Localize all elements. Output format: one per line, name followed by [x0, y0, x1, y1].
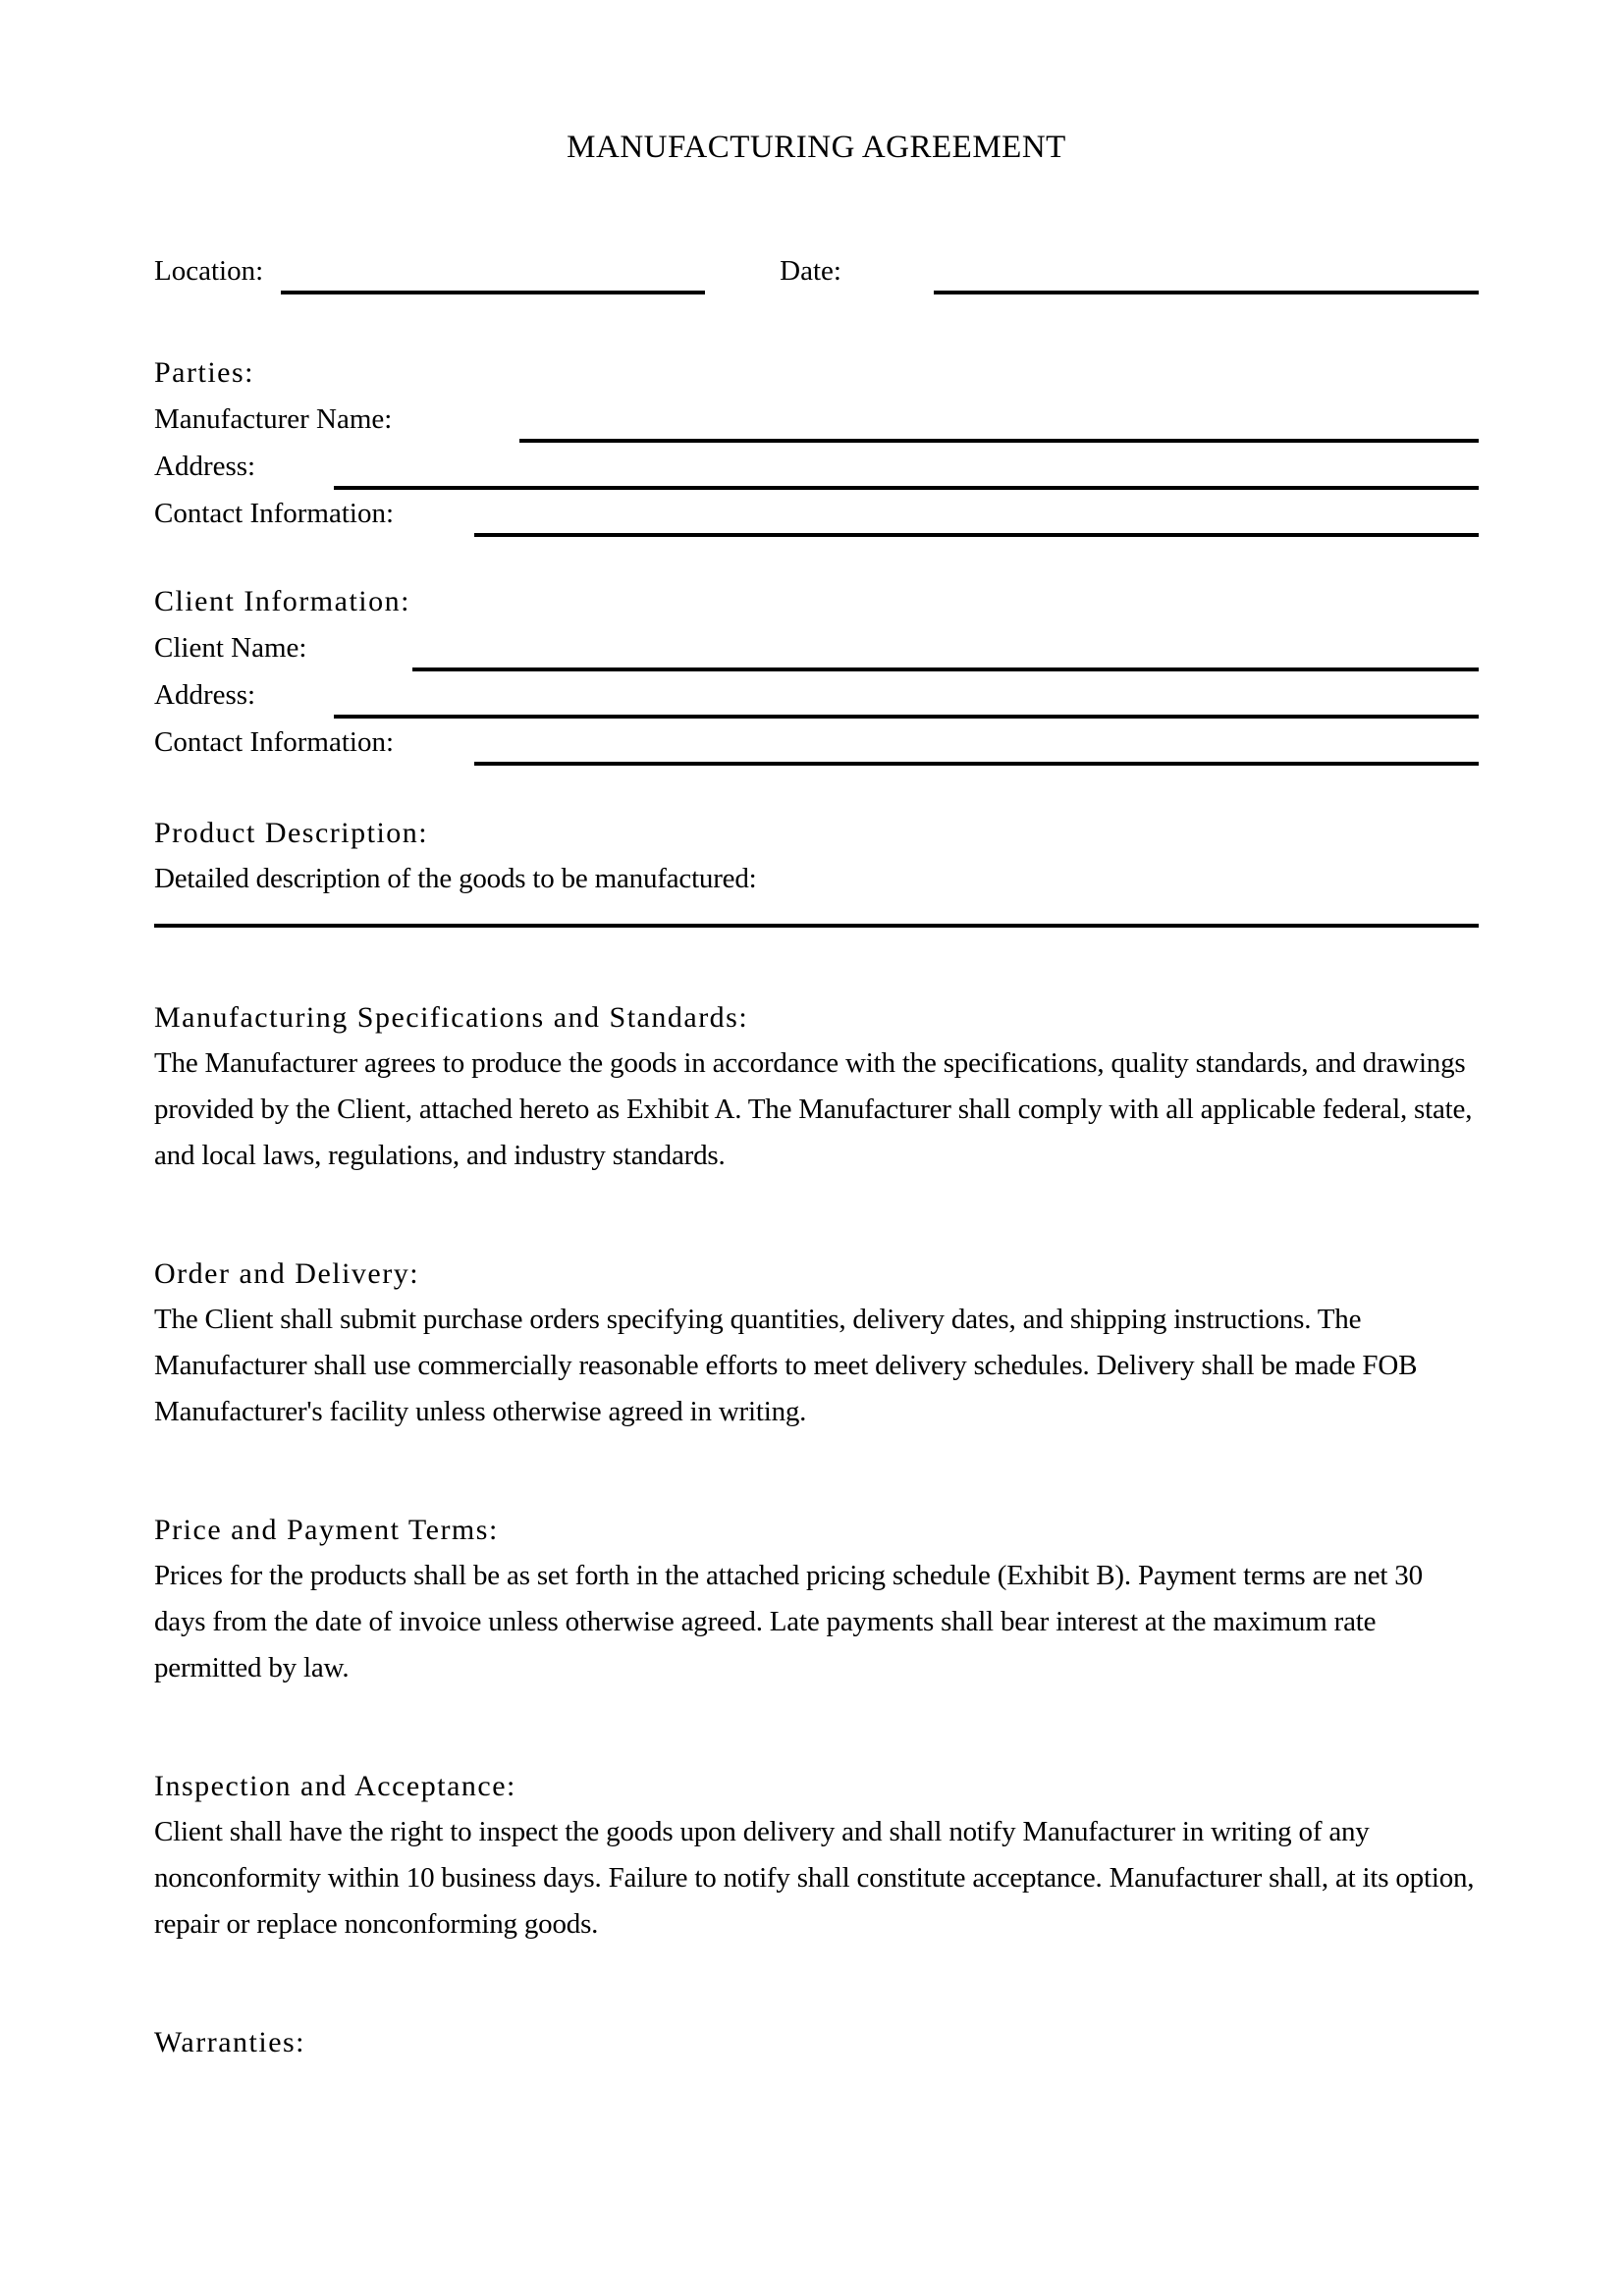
manufacturer-address-label: Address:	[154, 451, 256, 482]
client-address-blank-line[interactable]	[334, 675, 1479, 719]
manufacturer-contact-label: Contact Information:	[154, 498, 395, 529]
date-label: Date:	[780, 255, 841, 287]
product-description-blank-line[interactable]	[154, 924, 1479, 928]
location-label: Location:	[154, 255, 264, 287]
section-body: Prices for the products shall be as set forth in the attached pricing schedule (Exhibit B). Payment terms are net 30 days from the date of invoice unless otherwise agreed. Late payments shall bear interest at the maximum rate permitted by law.	[154, 1560, 1423, 1683]
manufacturer-name-label: Manufacturer Name:	[154, 403, 393, 435]
location-blank-line[interactable]	[281, 251, 705, 294]
client-info-heading: Client Information:	[154, 585, 410, 617]
section-inspection-and-acceptance	[154, 1763, 1479, 1948]
section-order-and-delivery	[154, 1251, 1479, 1435]
parties-heading: Parties:	[154, 356, 254, 389]
location-date-row	[154, 247, 1479, 294]
client-name-row	[154, 624, 1479, 671]
client-name-label: Client Name:	[154, 632, 307, 664]
client-contact-row	[154, 719, 1479, 766]
section-warranties	[154, 2019, 1479, 2065]
section-heading: Price and Payment Terms:	[154, 1514, 499, 1546]
client-contact-blank-line[interactable]	[474, 722, 1479, 766]
manufacturer-name-blank-line[interactable]	[519, 400, 1479, 443]
section-heading: Warranties:	[154, 2026, 306, 2058]
section-body: Client shall have the right to inspect the goods upon delivery and shall notify Manufacturer in writing of any nonconformity within 10 business days. Failure to notify shall constitute acceptance. Manufacturer shall, at its option, repair or replace nonconforming goods.	[154, 1816, 1475, 1940]
manufacturer-name-row	[154, 396, 1479, 443]
product-description-prompt: Detailed description of the goods to be manufactured:	[154, 863, 757, 894]
document-title: MANUFACTURING AGREEMENT	[567, 130, 1066, 165]
manufacturer-contact-blank-line[interactable]	[474, 494, 1479, 537]
manufacturer-address-row	[154, 443, 1479, 490]
manufacturer-contact-row	[154, 490, 1479, 537]
section-body: The Manufacturer agrees to produce the goods in accordance with the specifications, quality standards, and drawings provided by the Client, attached hereto as Exhibit A. The Manufacturer shall comply with all applicable federal, state, and local laws, regulations, and industry standards.	[154, 1047, 1473, 1171]
date-blank-line[interactable]	[934, 251, 1479, 294]
product-description-heading: Product Description:	[154, 817, 429, 849]
section-heading: Order and Delivery:	[154, 1257, 420, 1290]
manufacturer-address-blank-line[interactable]	[334, 447, 1479, 490]
section-body: The Client shall submit purchase orders specifying quantities, delivery dates, and shipping instructions. The Manufacturer shall use commercially reasonable efforts to meet delivery schedules. Delivery shall be made FOB Manufacturer's facility unless otherwise agreed in writing.	[154, 1304, 1418, 1427]
section-heading: Inspection and Acceptance:	[154, 1770, 516, 1802]
client-address-label: Address:	[154, 679, 256, 711]
client-contact-label: Contact Information:	[154, 726, 395, 758]
section-price-and-payment	[154, 1507, 1479, 1691]
section-heading: Manufacturing Specifications and Standards:	[154, 1001, 749, 1034]
section-manufacturing-specifications	[154, 994, 1479, 1179]
client-name-blank-line[interactable]	[412, 628, 1479, 671]
client-address-row	[154, 671, 1479, 719]
